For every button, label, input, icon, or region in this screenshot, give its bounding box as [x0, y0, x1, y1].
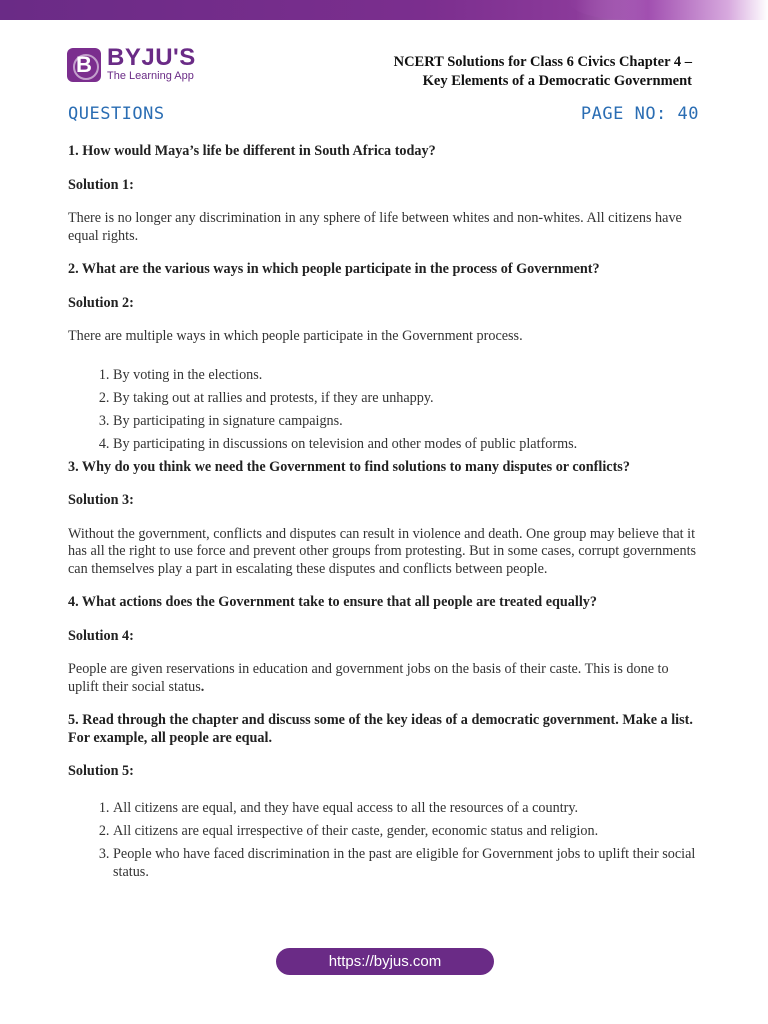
byjus-logo — [67, 44, 196, 86]
brand-name: BYJU'S — [107, 44, 196, 71]
question-2: 2. What are the various ways in which people participate in the process of Government? — [68, 261, 600, 277]
list-item: 3. By participating in signature campaigns. — [113, 410, 700, 433]
document-body — [68, 143, 700, 881]
list-item: 2. By taking out at rallies and protests, if they are unhappy. — [113, 387, 700, 410]
list-item: 2. All citizens are equal irrespective of their caste, gender, economic status and religion. — [113, 822, 700, 840]
question-5: 5. Read through the chapter and discuss some of the key ideas of a democratic government. Make a list. For example, all people are equal. — [68, 712, 693, 746]
solution-5-list — [68, 799, 700, 881]
solution-3-text: Without the government, conflicts and disputes can result in violence and death. One group may believe that it has all the right to use force and prevent other groups from protesting. But in some cases, corrupt governments can themselves play a part in escalating these disputes and conflicts between people. — [68, 525, 697, 577]
question-3: 3. Why do you think we need the Government to find solutions to many disputes or conflicts? — [68, 458, 630, 475]
solution-4-text: People are given reservations in education and government jobs on the basis of their caste. This is done to uplift their social status. — [68, 661, 669, 695]
solution-1-text: There is no longer any discrimination in any sphere of life between whites and non-whites. All citizens have equal rights. — [68, 210, 682, 244]
section-label: QUESTIONS — [68, 104, 165, 124]
top-banner-curve — [568, 0, 768, 20]
list-item: 4. By participating in discussions on television and other modes of public platforms. — [113, 433, 700, 456]
solution-2-label: Solution 2: — [68, 294, 134, 311]
question-4: 4. What actions does the Government take to ensure that all people are treated equally? — [68, 594, 597, 610]
document-title — [394, 53, 692, 91]
document-title-line1: NCERT Solutions for Class 6 Civics Chapter 4 – — [393, 54, 692, 70]
question-1: 1. How would Maya’s life be different in South Africa today? — [68, 143, 436, 159]
solution-3-label: Solution 3: — [68, 492, 134, 508]
document-title-line2: Key Elements of a Democratic Government — [422, 73, 692, 89]
solution-5-label: Solution 5: — [68, 763, 134, 779]
solution-4-label: Solution 4: — [68, 627, 134, 644]
solution-2-text: There are multiple ways in which people participate in the Government process. — [68, 328, 523, 344]
list-item: 1. All citizens are equal, and they have equal access to all the resources of a country. — [113, 799, 700, 817]
list-item: 3. People who have faced discrimination in the past are eligible for Government jobs to uplift their social status. — [113, 845, 700, 881]
solution-1-label: Solution 1: — [68, 176, 134, 193]
section-header — [68, 104, 699, 124]
brand-tagline: The Learning App — [107, 70, 194, 82]
website-link[interactable]: https://byjus.com — [276, 948, 494, 975]
list-item: 1. By voting in the elections. — [113, 364, 700, 387]
page-number: PAGE NO: 40 — [580, 104, 699, 124]
byjus-logo-icon: B — [67, 48, 101, 82]
solution-2-list — [68, 364, 700, 456]
